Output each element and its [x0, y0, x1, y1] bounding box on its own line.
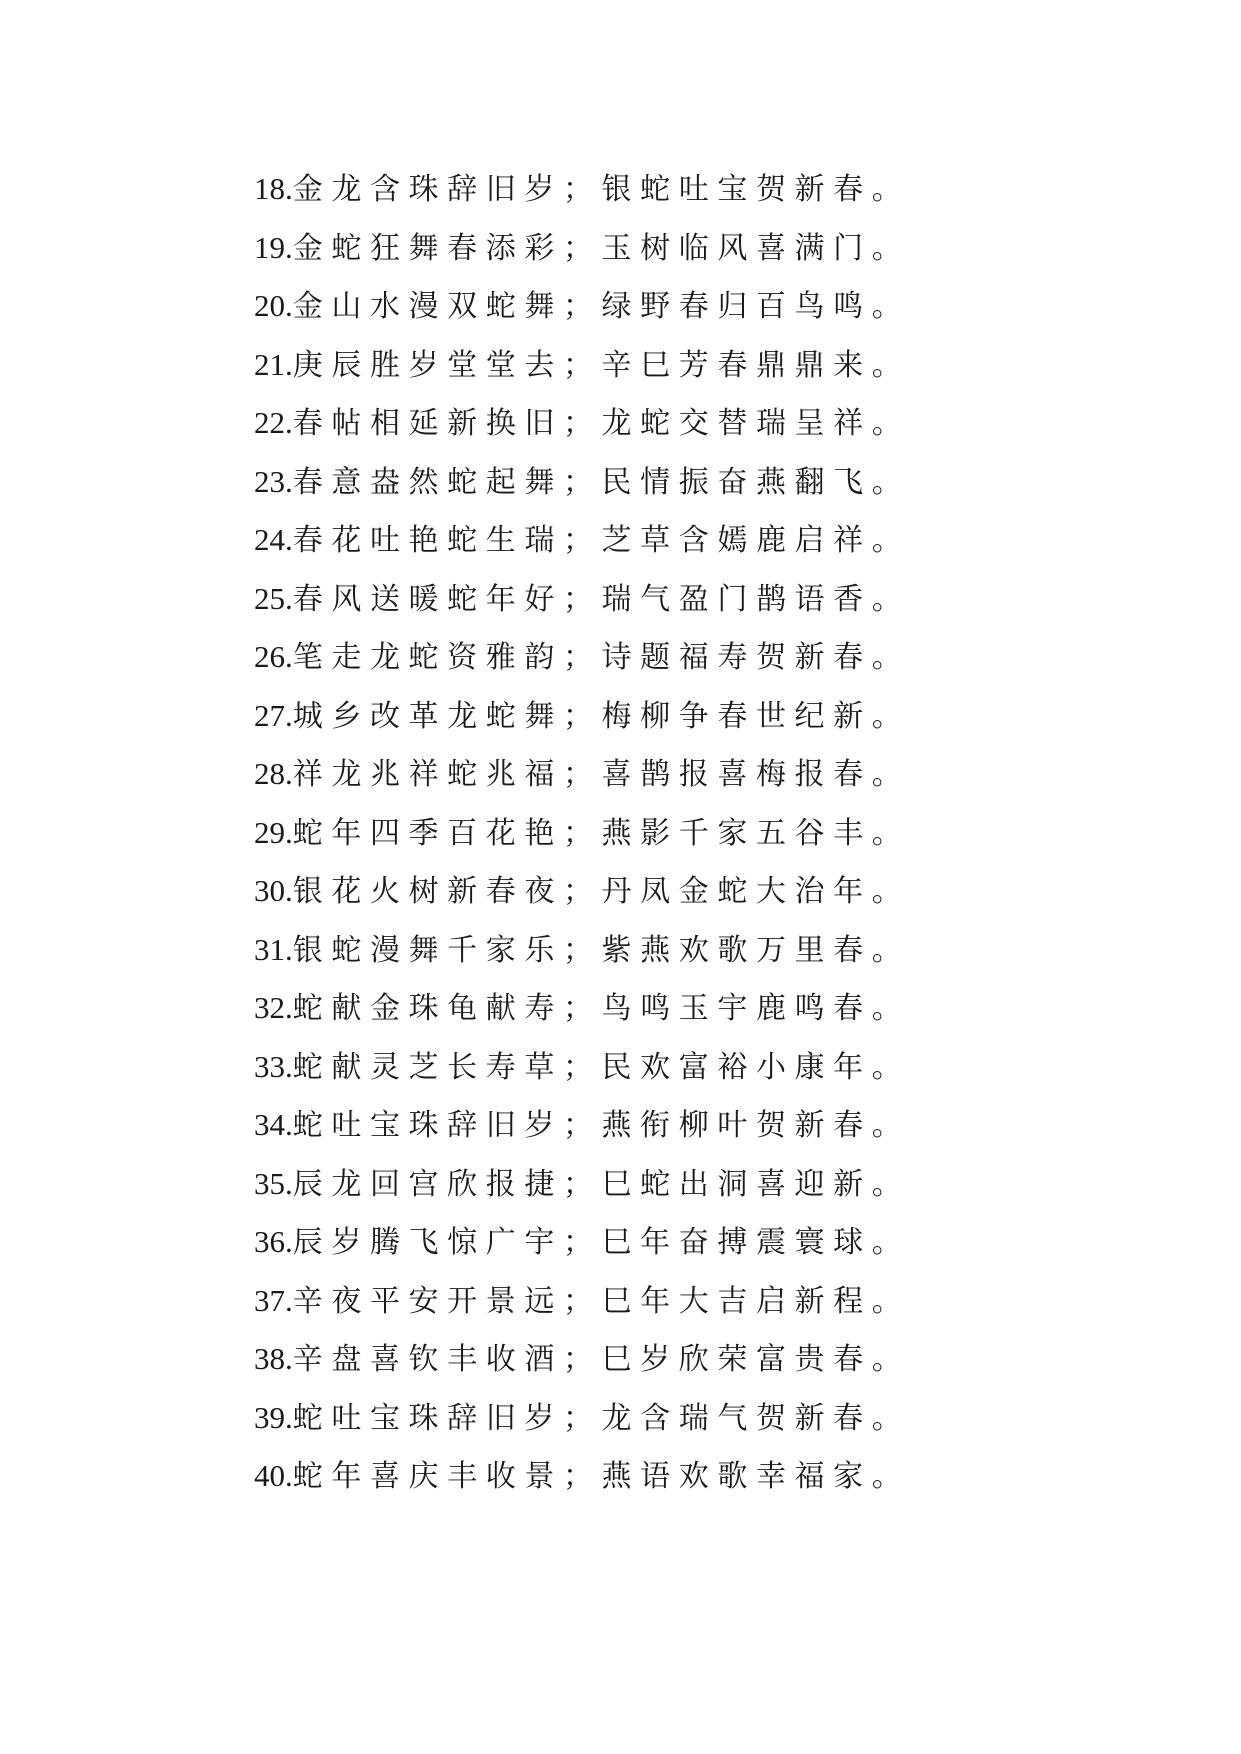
line-text: 春帖相延新换旧；龙蛇交替瑞呈祥。	[292, 406, 911, 441]
couplet-list	[254, 160, 1154, 1506]
couplet-line	[254, 336, 1154, 395]
couplet-line	[254, 570, 1154, 629]
couplet-line	[254, 804, 1154, 863]
line-number: 23.	[254, 463, 293, 499]
line-text: 辛盘喜钦丰收酒；巳岁欣荣富贵春。	[292, 1342, 911, 1377]
line-text: 蛇献灵芝长寿草；民欢富裕小康年。	[292, 1049, 911, 1085]
line-number: 29.	[254, 814, 293, 850]
line-number: 38.	[254, 1341, 293, 1376]
line-number: 30.	[254, 873, 293, 908]
line-number: 26.	[254, 639, 293, 674]
line-text: 银花火树新春夜；丹凤金蛇大治年。	[292, 874, 911, 909]
line-number: 24.	[254, 522, 293, 557]
line-number: 27.	[254, 697, 293, 733]
line-number: 32.	[254, 990, 293, 1025]
line-number: 36.	[254, 1224, 293, 1259]
line-text: 祥龙兆祥蛇兆福；喜鹊报喜梅报春。	[292, 757, 911, 792]
line-number: 37.	[254, 1282, 293, 1318]
line-text: 蛇年四季百花艳；燕影千家五谷丰。	[292, 815, 911, 851]
couplet-line	[254, 862, 1154, 921]
couplet-line	[254, 1272, 1154, 1331]
couplet-line	[254, 1389, 1154, 1448]
line-number: 28.	[254, 756, 293, 791]
line-text: 春风送暖蛇年好；瑞气盈门鹊语香。	[292, 581, 911, 617]
line-text: 蛇年喜庆丰收景；燕语欢歌幸福家。	[292, 1459, 911, 1494]
line-text: 辛夜平安开景远；巳年大吉启新程。	[292, 1283, 911, 1319]
line-text: 辰岁腾飞惊广宇；巳年奋搏震寰球。	[292, 1225, 911, 1260]
line-text: 银蛇漫舞千家乐；紫燕欢歌万里春。	[292, 932, 911, 968]
line-text: 蛇吐宝珠辞旧岁；燕衔柳叶贺新春。	[292, 1108, 911, 1143]
line-number: 19.	[254, 229, 293, 265]
couplet-line	[254, 1330, 1154, 1389]
line-number: 20.	[254, 288, 293, 323]
couplet-line	[254, 745, 1154, 804]
couplet-line	[254, 511, 1154, 570]
couplet-line	[254, 277, 1154, 336]
line-number: 18.	[254, 171, 293, 206]
couplet-line	[254, 394, 1154, 453]
line-number: 34.	[254, 1107, 293, 1142]
couplet-line	[254, 687, 1154, 746]
line-number: 21.	[254, 346, 293, 382]
line-text: 辰龙回宫欣报捷；巳蛇出洞喜迎新。	[292, 1166, 911, 1202]
line-text: 笔走龙蛇资雅韵；诗题福寿贺新春。	[292, 640, 911, 675]
couplet-line	[254, 1447, 1154, 1506]
couplet-line	[254, 1096, 1154, 1155]
couplet-line	[254, 921, 1154, 980]
line-number: 25.	[254, 580, 293, 616]
line-number: 40.	[254, 1458, 293, 1493]
line-text: 春花吐艳蛇生瑞；芝草含嫣鹿启祥。	[292, 523, 911, 558]
couplet-line	[254, 219, 1154, 278]
line-number: 35.	[254, 1165, 293, 1201]
line-text: 金山水漫双蛇舞；绿野春归百鸟鸣。	[292, 289, 911, 324]
couplet-line	[254, 1213, 1154, 1272]
line-number: 39.	[254, 1399, 293, 1435]
line-text: 蛇吐宝珠辞旧岁；龙含瑞气贺新春。	[292, 1400, 911, 1436]
couplet-line	[254, 453, 1154, 512]
couplet-line	[254, 628, 1154, 687]
line-text: 金龙含珠辞旧岁；银蛇吐宝贺新春。	[292, 172, 911, 207]
line-number: 22.	[254, 405, 293, 440]
line-text: 城乡改革龙蛇舞；梅柳争春世纪新。	[292, 698, 911, 734]
line-number: 33.	[254, 1048, 293, 1084]
line-text: 蛇献金珠龟献寿；鸟鸣玉宇鹿鸣春。	[292, 991, 911, 1026]
line-text: 庚辰胜岁堂堂去；辛巳芳春鼎鼎来。	[292, 347, 911, 383]
couplet-line	[254, 1155, 1154, 1214]
line-number: 31.	[254, 931, 293, 967]
couplet-line	[254, 160, 1154, 219]
line-text: 春意盎然蛇起舞；民情振奋燕翻飞。	[292, 464, 911, 500]
line-text: 金蛇狂舞春添彩；玉树临风喜满门。	[292, 230, 911, 266]
couplet-line	[254, 979, 1154, 1038]
couplet-line	[254, 1038, 1154, 1097]
